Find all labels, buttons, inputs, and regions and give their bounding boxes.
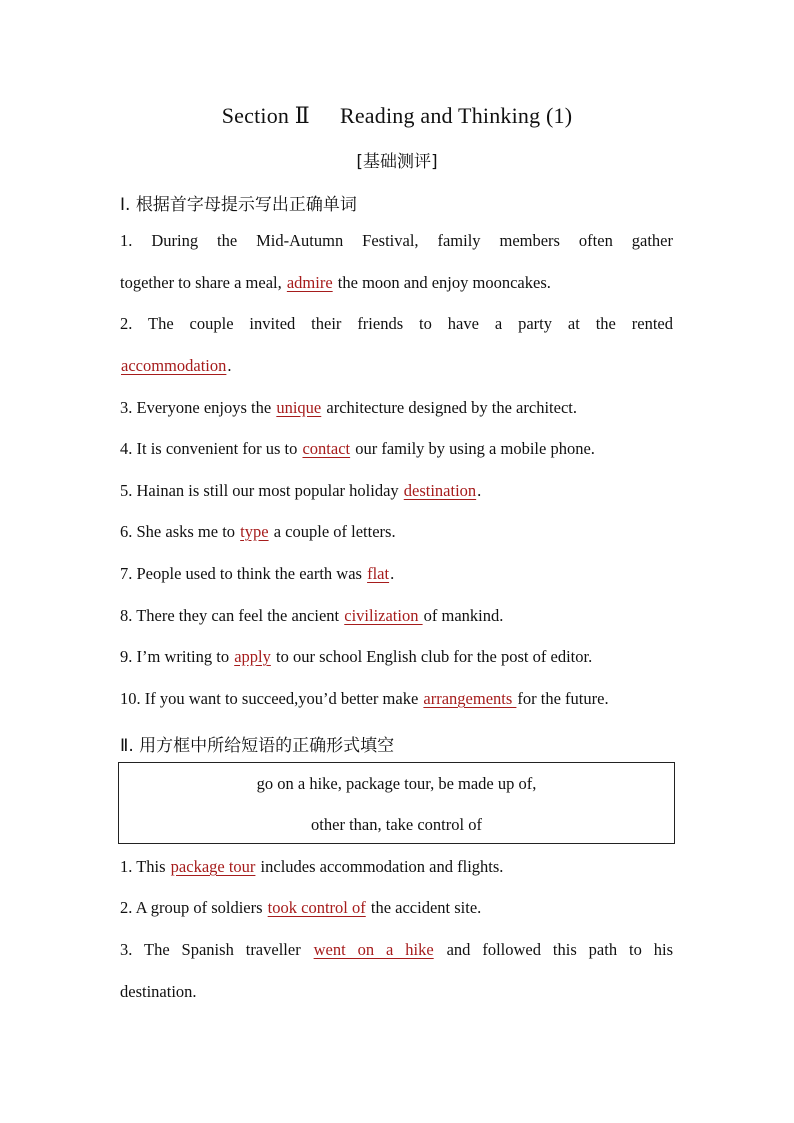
part1-item-7 xyxy=(120,564,673,584)
item-text: 2. A group of soldiers xyxy=(120,898,267,917)
answer-blank: unique xyxy=(276,398,322,417)
item-text: together to share a meal, xyxy=(120,273,286,292)
item-text: 1. This xyxy=(120,857,170,876)
item-text: 8. There they can feel the ancient xyxy=(120,606,344,625)
item-text: of mankind. xyxy=(423,606,504,625)
item-text: our family by using a mobile phone. xyxy=(351,439,595,458)
item-text: 5. Hainan is still our most popular holiday xyxy=(120,481,403,500)
item-text: architecture designed by the architect. xyxy=(322,398,577,417)
item-text: . xyxy=(390,564,395,583)
phrase-box xyxy=(118,762,675,844)
section-label: Section Ⅱ xyxy=(221,103,310,128)
part1-item-6 xyxy=(120,522,673,542)
item-text: to our school English club for the post of editor. xyxy=(271,647,593,666)
answer-blank: took control of xyxy=(267,898,366,917)
part2-heading: Ⅱ. 用方框中所给短语的正确形式填空 xyxy=(120,736,395,756)
answer-blank: accommodation xyxy=(121,356,227,375)
part2-item-3-line-1 xyxy=(120,940,673,960)
item-text: a couple of letters. xyxy=(269,522,396,541)
item-text: includes accommodation and flights. xyxy=(256,857,504,876)
item-text: 4. It is convenient for us to xyxy=(120,439,302,458)
item-text: for the future. xyxy=(517,689,609,708)
part1-item-2-line-1: 2. The couple invited their friends to have a party at the rented xyxy=(120,314,673,333)
item-text: 3. The Spanish traveller xyxy=(120,940,313,959)
item-text: the accident site. xyxy=(366,898,482,917)
part1-item-3 xyxy=(120,398,673,418)
phrase-box-line-1: go on a hike, package tour, be made up of, xyxy=(256,774,537,793)
part1-item-2-line-2 xyxy=(120,356,673,376)
part1-item-1-line-2 xyxy=(120,273,673,293)
part1-item-1-line-1: 1. During the Mid-Autumn Festival, family members often gather xyxy=(120,231,673,250)
part1-item-10 xyxy=(120,689,673,709)
item-text: the moon and enjoy mooncakes. xyxy=(333,273,551,292)
item-text: . xyxy=(227,356,232,375)
lesson-title: Reading and Thinking (1) xyxy=(339,103,573,128)
page-subtitle: [基础测评] xyxy=(356,152,438,172)
item-text: 3. Everyone enjoys the xyxy=(120,398,276,417)
part1-item-5 xyxy=(120,481,673,501)
answer-blank: admire xyxy=(286,273,333,292)
answer-blank: arrangements xyxy=(423,689,517,708)
item-text: 10. If you want to succeed,you’d better make xyxy=(120,689,423,708)
item-text: 7. People used to think the earth was xyxy=(120,564,367,583)
item-text: and followed this path to his xyxy=(446,940,674,959)
part1-item-4 xyxy=(120,439,673,459)
item-text: . xyxy=(477,481,482,500)
answer-blank: apply xyxy=(234,647,271,666)
answer-blank: type xyxy=(240,522,269,541)
answer-blank: flat xyxy=(367,564,390,583)
part2-item-2 xyxy=(120,898,673,918)
item-text: 9. I’m writing to xyxy=(120,647,234,666)
part1-item-9 xyxy=(120,647,673,667)
answer-blank: contact xyxy=(302,439,351,458)
answer-blank: package tour xyxy=(170,857,256,876)
answer-blank: went on a hike xyxy=(313,940,434,959)
part1-heading: Ⅰ. 根据首字母提示写出正确单词 xyxy=(120,195,357,215)
answer-blank: destination xyxy=(403,481,477,500)
part2-item-3-line-2: destination. xyxy=(120,982,197,1001)
part2-item-1 xyxy=(120,857,673,877)
part1-item-8 xyxy=(120,606,673,626)
item-text: 6. She asks me to xyxy=(120,522,240,541)
phrase-box-line-2: other than, take control of xyxy=(311,815,482,834)
page-title xyxy=(0,103,794,129)
answer-blank: civilization xyxy=(344,606,423,625)
